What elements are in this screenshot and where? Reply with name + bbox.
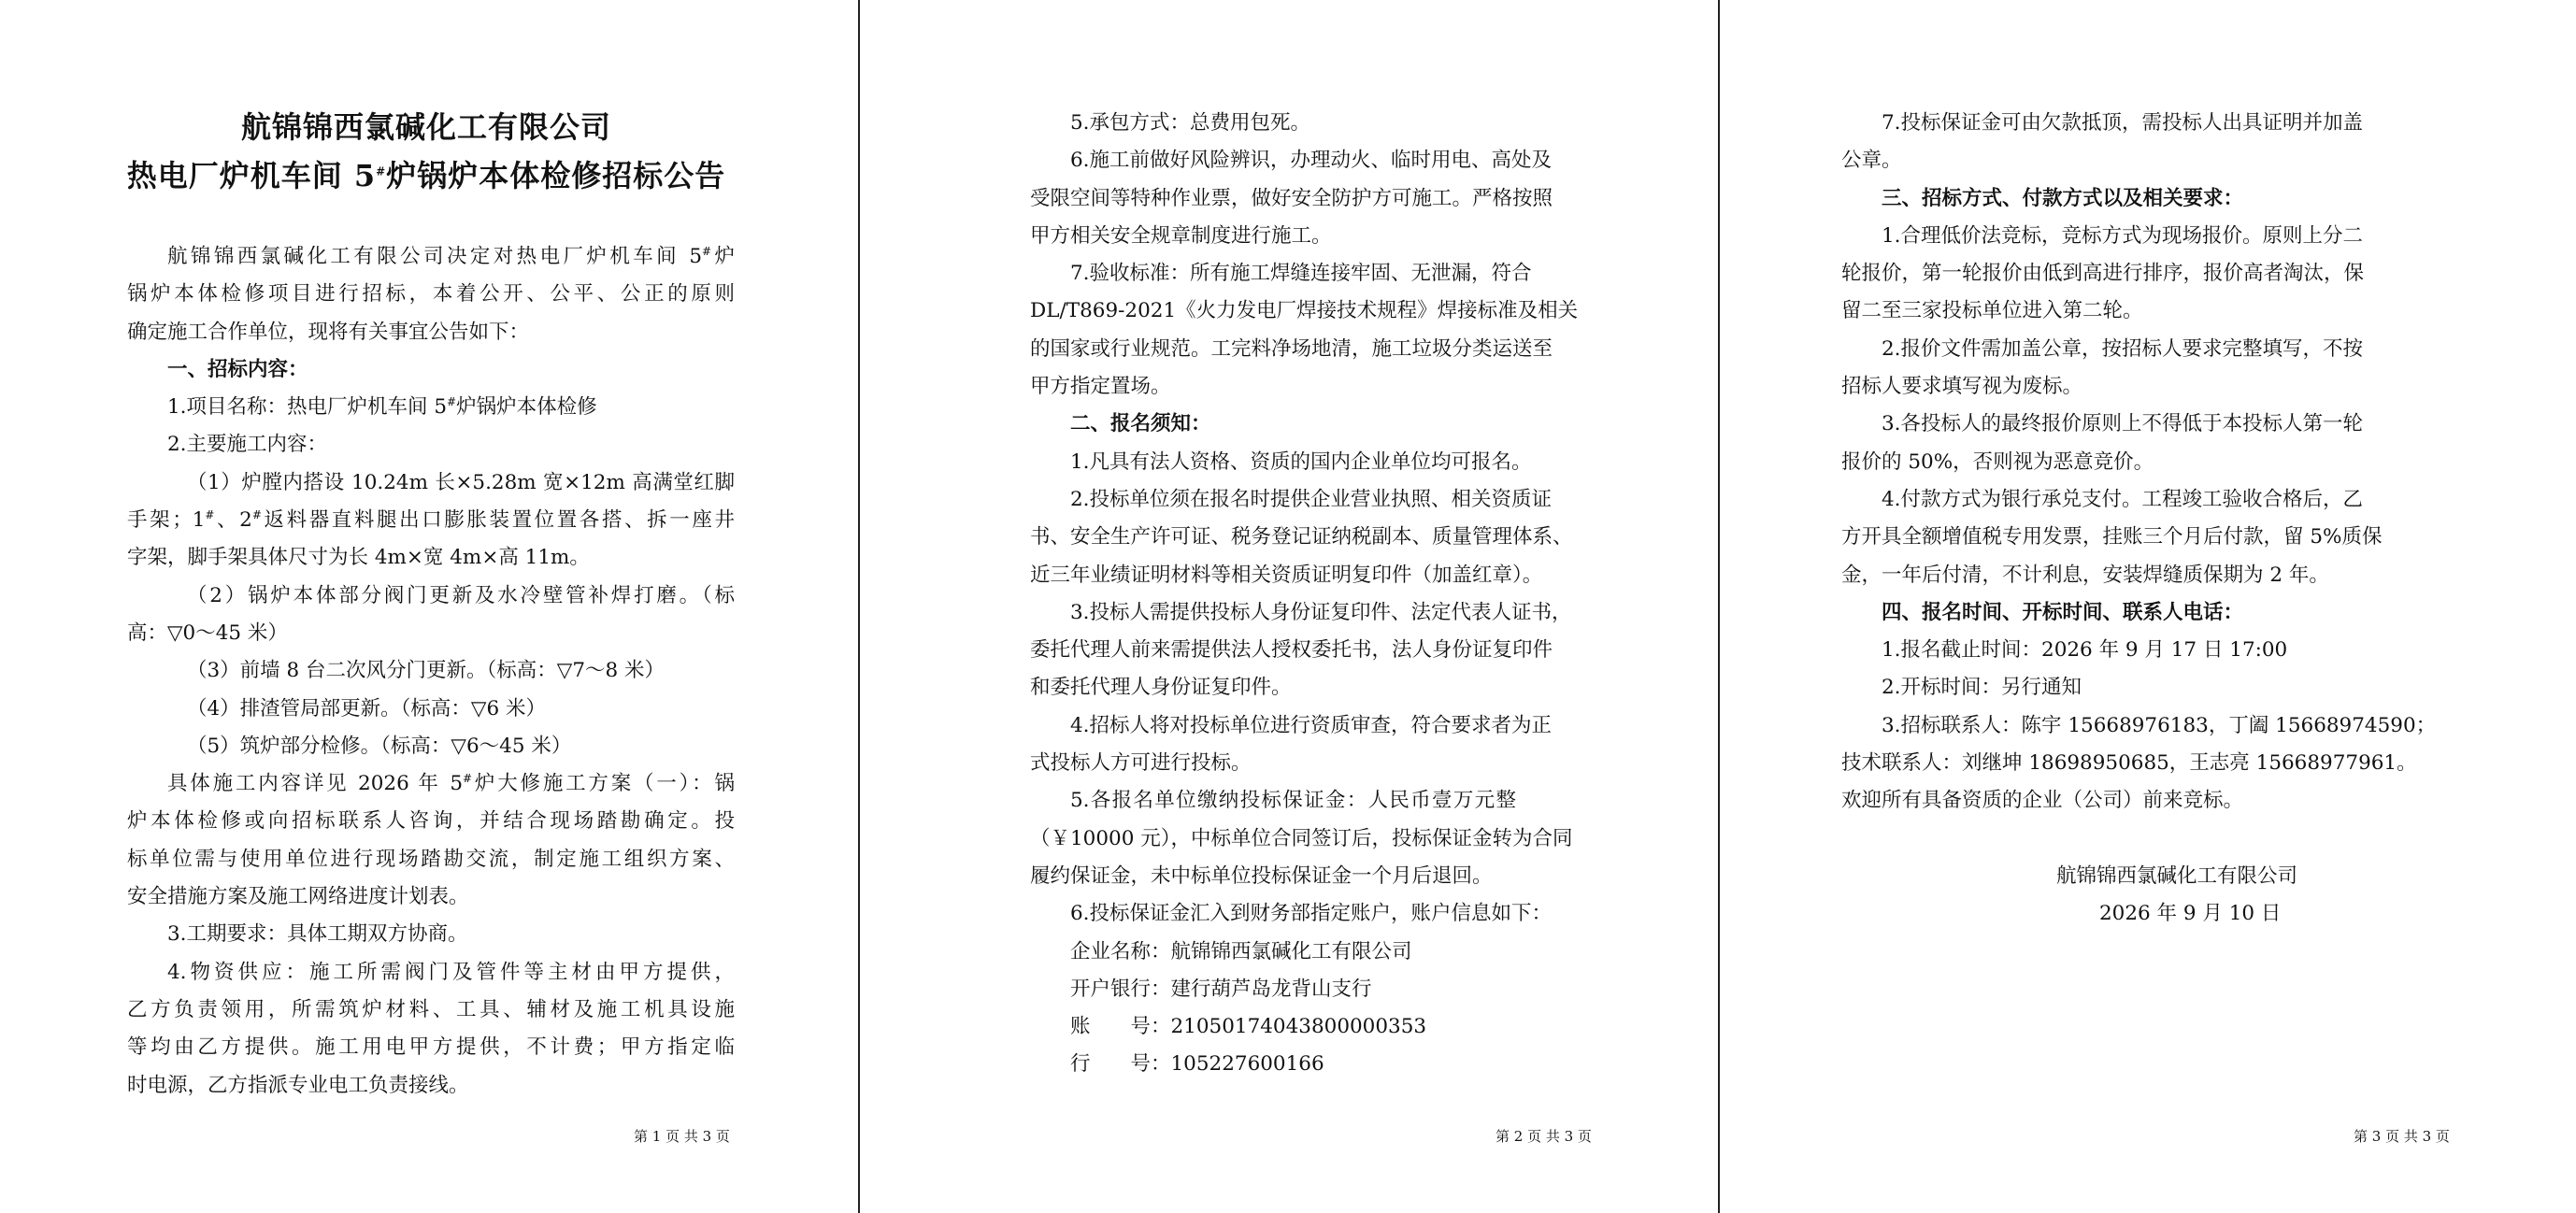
text-line: 金，一年后付清，不计利息，安装焊缝质保期为 2 年。: [1841, 563, 2329, 587]
text-line: 1.凡具有法人资格、资质的国内企业单位均可报名。: [1070, 450, 1532, 474]
text-line: 技术联系人：刘继坤 18698950685，王志亮 15668977961。: [1841, 751, 2417, 776]
text-line: 手架；1#、2#返料器直料腿出口膨胀装置位置各搭、拆一座井: [127, 507, 735, 533]
text-line: 和委托代理人身份证复印件。: [1030, 676, 1292, 700]
text-line: 2.投标单位须在报名时提供企业营业执照、相关资质证: [1070, 487, 1553, 511]
text-line: 安全措施方案及施工网络进度计划表。: [127, 885, 469, 909]
text-line: 行 号：105227600166: [1070, 1052, 1324, 1077]
text-line: （2）锅炉本体部分阀门更新及水冷壁管补焊打磨。（标: [187, 583, 735, 607]
text-line: 式投标人方可进行投标。: [1030, 751, 1252, 776]
text-line: （1）炉膛内搭设 10.24m 长×5.28m 宽×12m 高满堂红脚: [187, 470, 735, 494]
text-line: （5）筑炉部分检修。（标高：▽6～45 米）: [187, 734, 572, 758]
text-line: 公章。: [1841, 149, 1902, 173]
document-page-1: [0, 0, 858, 1213]
text-line: 四、报名时间、开标时间、联系人电话：: [1882, 600, 2244, 624]
text-line: 1.报名截止时间：2026 年 9 月 17 日 17:00: [1882, 638, 2288, 663]
announcement-title: [112, 103, 740, 200]
text-line: 炉本体检修或向招标联系人咨询，并结合现场踏勘确定。投: [127, 809, 735, 834]
text-line: 近三年业绩证明材料等相关资质证明复印件（加盖红章）。: [1030, 563, 1543, 587]
signature-date: 2026 年 9 月 10 日: [2099, 901, 2282, 925]
text-line: 具体施工内容详见 2026 年 5#炉大修施工方案（一）：锅: [167, 772, 735, 796]
text-line: 书、安全生产许可证、税务登记证纳税副本、质量管理体系、: [1030, 525, 1573, 549]
text-line: 确定施工合作单位，现将有关事宜公告如下：: [127, 320, 530, 344]
text-line: 的国家或行业规范。工完料净场地清，施工垃圾分类运送至: [1030, 336, 1553, 361]
text-line: 7.验收标准：所有施工焊缝连接牢固、无泄漏，符合: [1070, 262, 1532, 286]
text-line: 3.工期要求：具体工期双方协商。: [167, 922, 468, 947]
text-line: 方开具全额增值税专用发票，挂账三个月后付款，留 5%质保: [1841, 525, 2383, 549]
text-line: 4.招标人将对投标单位进行资质审查，符合要求者为正: [1070, 713, 1553, 737]
text-line: DL/T869-2021《火力发电厂焊接技术规程》焊接标准及相关: [1030, 299, 1579, 323]
page-number: 第 1 页 共 3 页: [634, 1128, 730, 1145]
page-1-body: [127, 238, 735, 1105]
text-line: 三、招标方式、付款方式以及相关要求：: [1882, 186, 2244, 210]
text-line: （3）前墙 8 台二次风分门更新。（标高：▽7～8 米）: [187, 659, 665, 683]
text-line: 乙方负责领用，所需筑炉材料、工具、辅材及施工机具设施: [127, 997, 735, 1021]
text-line: 二、报名须知：: [1070, 412, 1211, 436]
text-line: 留二至三家投标单位进入第二轮。: [1841, 299, 2143, 323]
text-line: 甲方相关安全规章制度进行施工。: [1030, 223, 1332, 248]
text-line: 标单位需与使用单位进行现场踏勘交流，制定施工组织方案、: [127, 847, 735, 871]
text-line: 企业名称：航锦锦西氯碱化工有限公司: [1070, 939, 1412, 963]
page-number: 第 2 页 共 3 页: [1496, 1128, 1592, 1145]
signature-company: 航锦锦西氯碱化工有限公司: [2056, 863, 2298, 888]
page-2-body: [1030, 105, 1579, 1084]
title-subject: 热电厂炉机车间 5#炉锅炉本体检修招标公告: [126, 158, 726, 193]
text-line: 航锦锦西氯碱化工有限公司决定对热电厂炉机车间 5#炉: [167, 244, 735, 268]
text-line: 招标人要求填写视为废标。: [1841, 375, 2083, 399]
text-line: 5.各报名单位缴纳投标保证金：人民币壹万元整: [1070, 789, 1516, 813]
text-line: 履约保证金，未中标单位投标保证金一个月后退回。: [1030, 863, 1493, 888]
text-line: 6.投标保证金汇入到财务部指定账户，账户信息如下：: [1070, 902, 1553, 926]
text-line: 轮报价，第一轮报价由低到高进行排序，报价高者淘汰，保: [1841, 262, 2365, 286]
document-page-3: [1720, 0, 2576, 1213]
text-line: 欢迎所有具备资质的企业（公司）前来竞标。: [1841, 789, 2244, 813]
text-line: 1.项目名称：热电厂炉机车间 5#炉锅炉本体检修: [167, 395, 597, 420]
text-line: 4.付款方式为银行承兑支付。工程竣工验收合格后，乙: [1882, 487, 2364, 511]
text-line: 3.招标联系人：陈宇 15668976183，丁阖 15668974590；: [1882, 713, 2437, 737]
text-line: 7.投标保证金可由欠款抵顶，需投标人出具证明并加盖: [1882, 111, 2364, 135]
document-page-2: [860, 0, 1718, 1213]
text-line: 5.承包方式：总费用包死。: [1070, 111, 1311, 135]
text-line: 字架，脚手架具体尺寸为长 4m×宽 4m×高 11m。: [127, 546, 590, 570]
text-line: 时电源，乙方指派专业电工负责接线。: [127, 1073, 469, 1097]
text-line: 高：▽0～45 米）: [127, 621, 288, 645]
text-line: 开户银行：建行葫芦岛龙背山支行: [1070, 977, 1372, 1001]
text-line: 2.主要施工内容：: [167, 433, 328, 457]
text-line: 委托代理人前来需提供法人授权委托书，法人身份证复印件: [1030, 638, 1553, 663]
text-line: 甲方指定置场。: [1030, 375, 1171, 399]
text-line: 4.物资供应：施工所需阀门及管件等主材由甲方提供，: [167, 960, 735, 984]
text-line: 一、招标内容：: [167, 357, 308, 381]
text-line: 2.开标时间：另行通知: [1882, 676, 2082, 700]
text-line: 报价的 50%，否则视为恶意竞价。: [1841, 450, 2154, 474]
text-line: 等均由乙方提供。施工用电甲方提供，不计费；甲方指定临: [127, 1035, 735, 1060]
text-line: 受限空间等特种作业票，做好安全防护方可施工。严格按照: [1030, 186, 1553, 210]
text-line: 1.合理低价法竞标，竞标方式为现场报价。原则上分二: [1882, 223, 2364, 248]
text-line: 3.投标人需提供投标人身份证复印件、法定代表人证书，: [1070, 600, 1572, 624]
text-line: （￥10000 元），中标单位合同签订后，投标保证金转为合同: [1030, 826, 1573, 850]
page-3-body: [1841, 105, 2437, 933]
text-line: 账 号：21050174043800000353: [1070, 1015, 1427, 1039]
text-line: （4）排渣管局部更新。（标高：▽6 米）: [187, 696, 546, 721]
text-line: 6.施工前做好风险辨识，办理动火、临时用电、高处及: [1070, 149, 1553, 173]
text-line: 锅炉本体检修项目进行招标，本着公开、公平、公正的原则: [127, 282, 735, 307]
text-line: 2.报价文件需加盖公章，按招标人要求完整填写，不按: [1882, 336, 2364, 361]
page-number: 第 3 页 共 3 页: [2354, 1128, 2450, 1145]
text-line: 3.各投标人的最终报价原则上不得低于本投标人第一轮: [1882, 412, 2364, 436]
page-3-lines: [1841, 105, 2437, 821]
title-company: 航锦锦西氯碱化工有限公司: [240, 109, 611, 145]
